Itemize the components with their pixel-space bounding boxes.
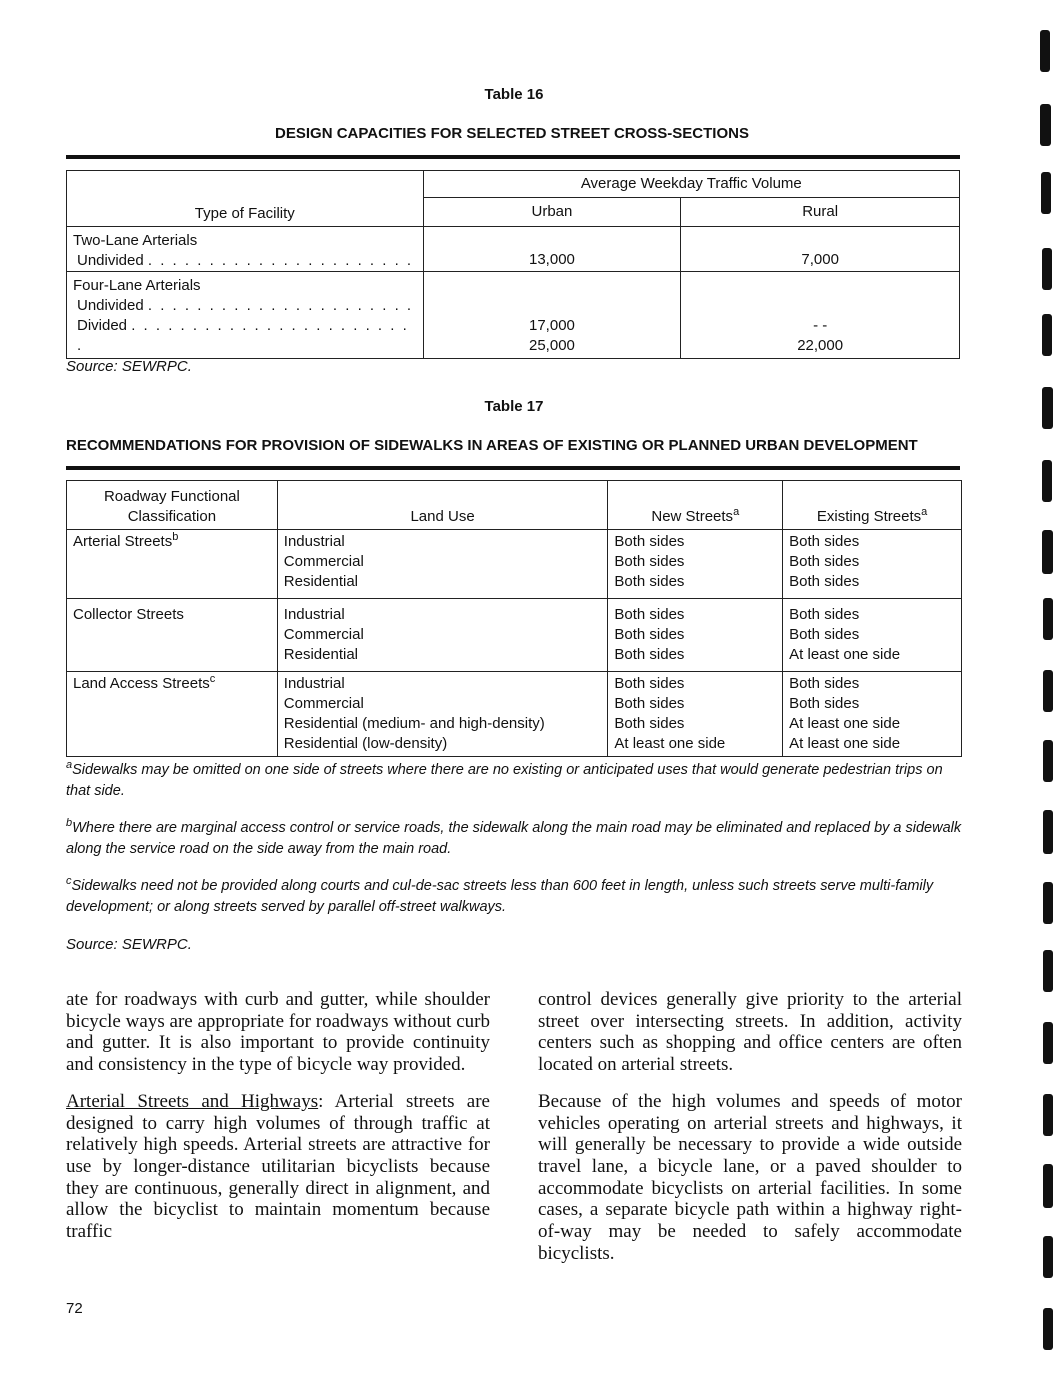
table17-landuse-arterial — [277, 530, 608, 599]
table17-existing: At least one side — [789, 646, 901, 663]
table17-existing: Both sides — [789, 626, 860, 643]
table17-new: Both sides — [614, 715, 685, 732]
table17-col-classification — [67, 481, 278, 530]
table17-number: Table 17 — [484, 398, 544, 415]
table17-new-land-access — [608, 672, 783, 757]
table17 — [66, 480, 962, 757]
binding-mark — [1043, 810, 1053, 854]
body-right-paragraph-1: control devices generally give priority to the arterial street over intersecting streets. In addition, activity centers such as shopping and office centers are often located on arterial streets. — [538, 989, 962, 1076]
table17-class-land-access — [67, 672, 278, 757]
table17-new: Both sides — [614, 695, 685, 712]
binding-mark — [1042, 314, 1052, 356]
body-left-paragraph-2 — [66, 1091, 490, 1243]
footnote-marker-b: b — [66, 817, 73, 830]
binding-mark — [1043, 1022, 1053, 1064]
table17-land: Residential (low-density) — [283, 735, 448, 752]
table17-class-arterial — [67, 530, 278, 599]
footnote-c — [66, 876, 966, 918]
table16-title: DESIGN CAPACITIES FOR SELECTED STREET CROSS-SECTIONS — [275, 125, 749, 142]
body-right-paragraph-2: Because of the high volumes and speeds of motor vehicles operating on arterial streets and highways, it will generally be necessary to provide a wide outside travel lane, a bicycle lane, or a paved shoulder to accommodate bicyclists on arterial facilities. In some cases, a separate bicycle path within a highway right-of-way may be needed to safely accommodate bicyclists. — [538, 1090, 962, 1264]
footnote-marker-a: a — [921, 506, 928, 518]
binding-mark — [1040, 104, 1051, 146]
table16-label-divided: Divided — [77, 317, 128, 334]
table16-urban-two-lane: 13,000 — [423, 227, 681, 272]
binding-mark — [1043, 1236, 1053, 1278]
binding-mark — [1043, 882, 1053, 924]
body-right-column — [538, 989, 962, 1279]
table17-col-new-streets — [608, 481, 783, 530]
table16-rural-undivided: - - — [813, 317, 828, 334]
table17-new: Both sides — [614, 646, 685, 663]
body-left-column — [66, 989, 490, 1258]
table17-land: Industrial — [283, 533, 345, 550]
table16-group-four-lane: Four-Lane Arterials — [73, 277, 201, 294]
table17-col1-line1: Roadway Functional — [103, 488, 240, 505]
section-heading-arterial: Arterial Streets and Highways — [66, 1090, 319, 1112]
table17-class-label: Land Access Streets — [73, 675, 210, 692]
footnote-marker-c: c — [209, 673, 216, 685]
page-number: 72 — [66, 1300, 83, 1317]
table17-new: Both sides — [614, 573, 685, 590]
table17-class-collector: Collector Streets — [67, 599, 278, 672]
table17-new: Both sides — [614, 675, 685, 692]
binding-mark — [1042, 387, 1053, 429]
table16-col-facility: Type of Facility — [67, 171, 424, 227]
binding-mark — [1040, 30, 1050, 72]
table17-existing: Both sides — [789, 606, 860, 623]
table17-new: Both sides — [614, 553, 685, 570]
table17-existing-arterial — [783, 530, 962, 599]
table17-new: Both sides — [614, 626, 685, 643]
table17-existing-land-access — [783, 672, 962, 757]
footnote-b-text: Where there are marginal access control or service roads, the sidewalk along the main road may be eliminated and replaced by a sidewalk along the service road on the side away from the main road. — [66, 820, 962, 857]
table17-col-land-use: Land Use — [277, 481, 608, 530]
table17-landuse-land-access — [277, 672, 608, 757]
table17-new: Both sides — [614, 533, 685, 550]
table16-urban-four-lane — [423, 272, 681, 359]
table17-land: Residential (medium- and high-density) — [283, 715, 545, 732]
table17-existing: Both sides — [789, 695, 860, 712]
table17-land: Commercial — [283, 695, 364, 712]
table17-existing: Both sides — [789, 675, 860, 692]
table16-rural-divided: 22,000 — [797, 337, 844, 354]
binding-mark — [1043, 950, 1053, 992]
table16-source: Source: SEWRPC. — [66, 358, 192, 375]
table17-top-rule — [66, 466, 960, 470]
table17-new-arterial — [608, 530, 783, 599]
table17-new-collector — [608, 599, 783, 672]
table17-group-collector — [67, 599, 962, 672]
table17-source: Source: SEWRPC. — [66, 936, 192, 953]
body-left-paragraph-1: ate for roadways with curb and gutter, while shoulder bicycle ways are appropriate for roadways without curb and gutter. It is also important to provide continuity and consistency in the type of bicycle way provided. — [66, 989, 490, 1076]
binding-mark — [1043, 1094, 1053, 1136]
table16 — [66, 170, 960, 359]
footnote-marker-a: a — [66, 759, 73, 772]
table16-rural-two-lane: 7,000 — [681, 227, 960, 272]
binding-mark — [1042, 248, 1052, 290]
footnote-marker-b: b — [172, 531, 179, 543]
table17-landuse-collector — [277, 599, 608, 672]
table17-class-label: Arterial Streets — [73, 533, 173, 550]
table17-group-land-access — [67, 672, 962, 757]
table17-land: Residential — [283, 573, 359, 590]
body-left-paragraph-2-text: : Arterial streets are designed to carry high volumes of through traffic at relatively high speeds. Arterial streets are attractive for use by longer-distance utilitarian bicyclists because they are continuous, generally direct in alignment, and allow the bicyclist to maintain momentum because traffic — [66, 1090, 490, 1243]
footnote-a-text: Sidewalks may be omitted on one side of streets where there are no existing or anticipated uses that would generate pedestrian trips on that side. — [66, 762, 943, 799]
table16-urban-undivided: 17,000 — [529, 317, 575, 334]
table16-label-undivided: Undivided — [77, 297, 144, 314]
table17-existing: Both sides — [789, 553, 860, 570]
binding-mark — [1043, 670, 1053, 712]
table17-land: Industrial — [283, 606, 345, 623]
table17-new: At least one side — [614, 735, 726, 752]
footnote-marker-c: c — [66, 875, 72, 888]
table16-col-rural: Rural — [681, 198, 960, 227]
table16-top-rule — [66, 155, 960, 159]
binding-mark — [1043, 598, 1053, 640]
table17-col3-label: New Streets — [651, 508, 734, 525]
binding-mark — [1043, 1164, 1053, 1208]
leader-dots: . . . . . . . . . . . . . . . . . . . . . . . . — [77, 317, 409, 354]
table16-col-urban: Urban — [423, 198, 681, 227]
table17-col1-line2: Classification — [127, 508, 217, 525]
table17-title: RECOMMENDATIONS FOR PROVISION OF SIDEWALKS IN AREAS OF EXISTING OR PLANNED URBAN DEVELOPMENT — [66, 437, 918, 454]
table17-group-arterial — [67, 530, 962, 599]
table17-col-existing-streets — [783, 481, 962, 530]
table17-new: Both sides — [614, 606, 685, 623]
footnote-b — [66, 818, 966, 860]
table17-existing: Both sides — [789, 533, 860, 550]
binding-mark — [1043, 740, 1053, 782]
table17-land: Residential — [283, 646, 359, 663]
leader-dots: . . . . . . . . . . . . . . . . . . . . . . — [147, 297, 414, 314]
binding-mark — [1042, 530, 1053, 574]
table16-group-two-lane: Two-Lane Arterials — [73, 232, 198, 249]
leader-dots: . . . . . . . . . . . . . . . . . . . . . . — [147, 252, 414, 269]
binding-mark — [1042, 460, 1052, 502]
binding-mark — [1043, 1308, 1053, 1350]
binding-mark — [1041, 172, 1051, 214]
table16-urban-divided: 25,000 — [529, 337, 575, 354]
table17-existing: Both sides — [789, 573, 860, 590]
table17-existing-collector — [783, 599, 962, 672]
table17-existing: At least one side — [789, 735, 901, 752]
footnote-marker-a: a — [733, 506, 740, 518]
table16-rural-four-lane — [681, 272, 960, 359]
table17-land: Commercial — [283, 553, 364, 570]
table17-existing: At least one side — [789, 715, 901, 732]
footnote-c-text: Sidewalks need not be provided along courts and cul-de-sac streets less than 600 feet in length, unless such streets serve multi-family development; or along streets served by parallel off-street walkways. — [66, 878, 934, 915]
footnote-a — [66, 760, 966, 802]
table16-row-four-lane — [67, 272, 424, 359]
table16-header-group: Average Weekday Traffic Volume — [423, 171, 959, 198]
table16-row-two-lane — [67, 227, 424, 272]
table16-number: Table 16 — [484, 86, 544, 103]
table17-col4-label: Existing Streets — [816, 508, 922, 525]
table17-land: Commercial — [283, 626, 364, 643]
table16-label-undivided: Undivided — [77, 252, 144, 269]
table17-land: Industrial — [283, 675, 345, 692]
